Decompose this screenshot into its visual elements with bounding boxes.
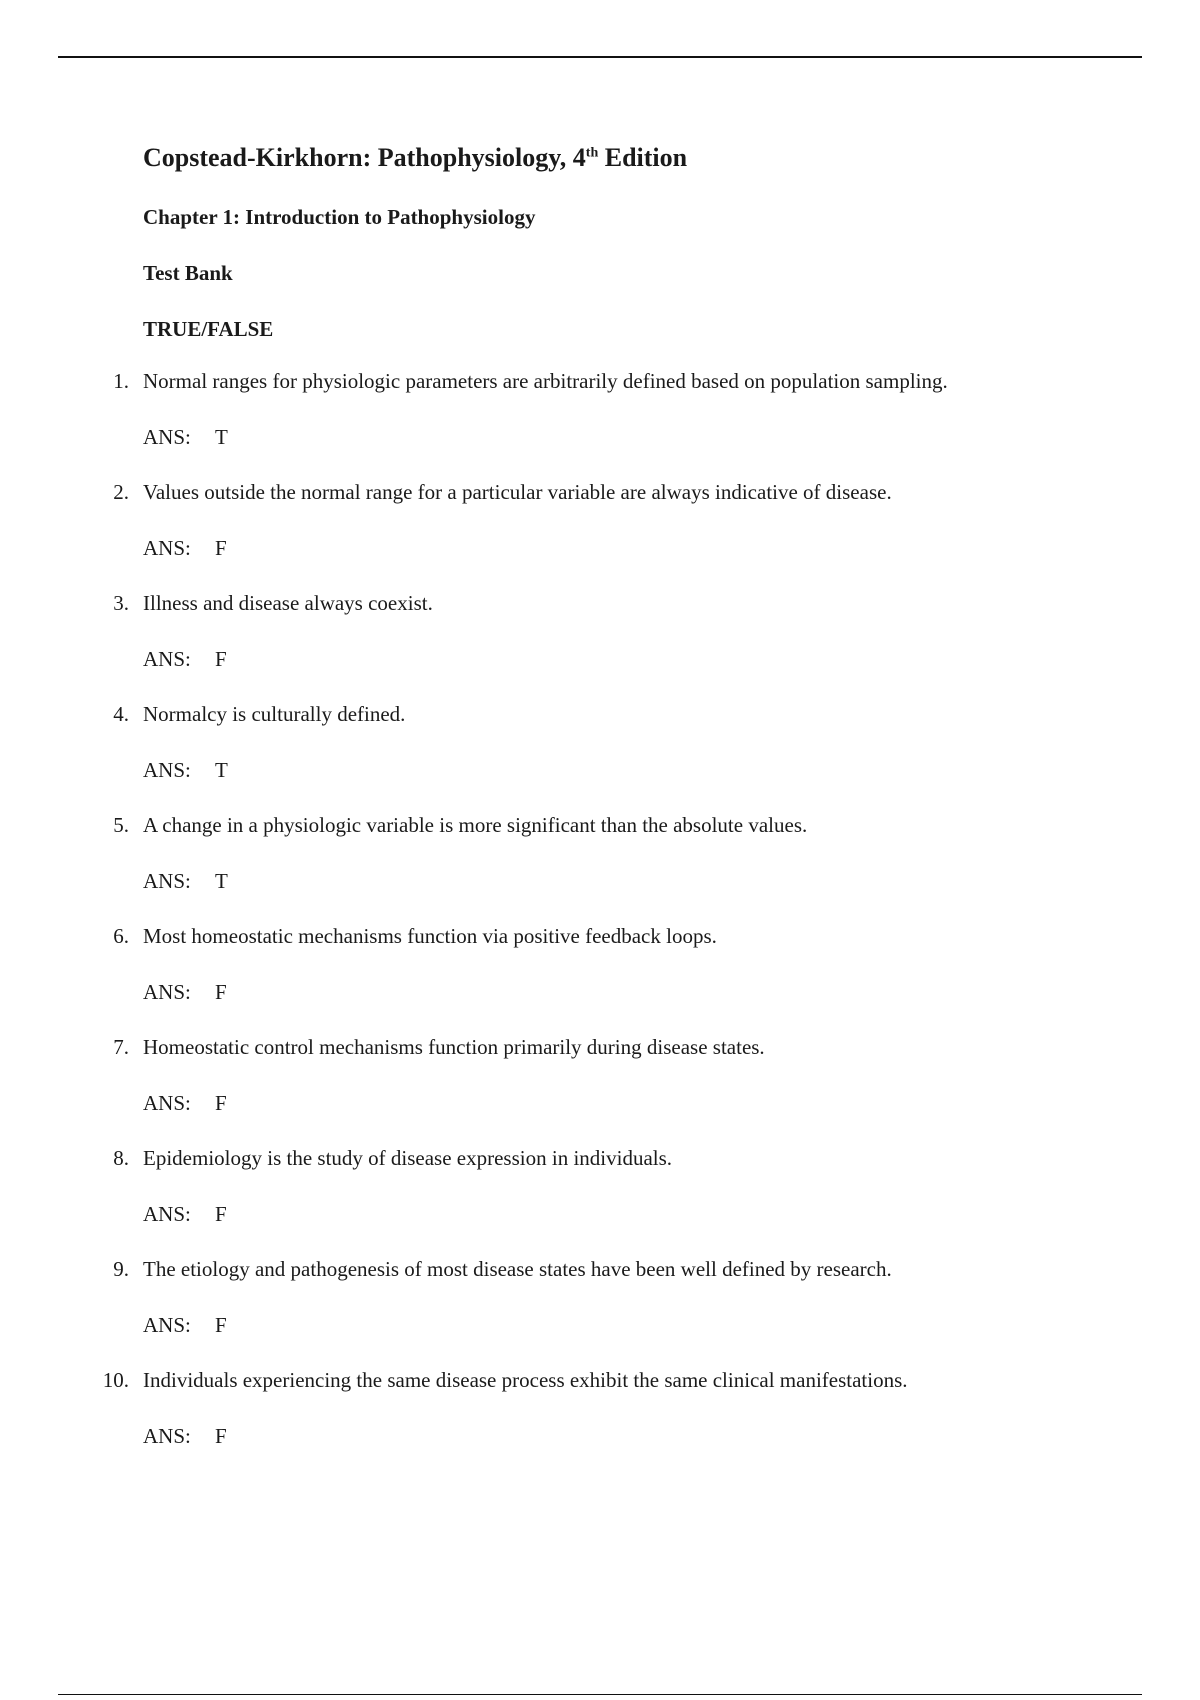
question-text: A change in a physiologic variable is more significant than the absolute values. [143,813,808,837]
answer-label: ANS: [143,1424,191,1448]
question-text: The etiology and pathogenesis of most disease states have been well defined by research. [143,1257,892,1281]
answer-line [143,1421,227,1451]
answer-label: ANS: [143,647,191,671]
question-item [0,1032,1200,1143]
answer-value: F [215,536,227,560]
answer-line [143,866,228,896]
question-text: Individuals experiencing the same disease process exhibit the same clinical manifestations. [143,1368,908,1392]
question-text: Normal ranges for physiologic parameters are arbitrarily defined based on population sampling. [143,369,948,393]
question-number: 5. [113,813,129,837]
question-item [0,588,1200,699]
question-text: Values outside the normal range for a particular variable are always indicative of disease. [143,480,892,504]
question-text: Homeostatic control mechanisms function primarily during disease states. [143,1035,765,1059]
answer-label: ANS: [143,1091,191,1115]
bottom-rule [58,1694,1142,1695]
question-item [0,1254,1200,1365]
question-number: 1. [113,369,129,393]
question-item [0,1143,1200,1254]
chapter-heading: Chapter 1: Introduction to Pathophysiology [143,205,536,229]
question-item [0,1365,1200,1476]
test-bank-heading: Test Bank [143,261,233,285]
answer-label: ANS: [143,536,191,560]
question-item [0,699,1200,810]
answer-label: ANS: [143,758,191,782]
answer-value: F [215,1313,227,1337]
answer-value: T [215,425,228,449]
answer-label: ANS: [143,1313,191,1337]
answer-value: T [215,869,228,893]
question-item [0,921,1200,1032]
answer-value: F [215,1424,227,1448]
question-number: 9. [113,1257,129,1281]
question-number: 3. [113,591,129,615]
answer-value: F [215,980,227,1004]
question-text: Normalcy is culturally defined. [143,702,406,726]
question-text: Epidemiology is the study of disease expression in individuals. [143,1146,673,1170]
answer-line [143,977,227,1007]
section-heading: TRUE/FALSE [143,317,274,341]
question-item [0,366,1200,477]
document-header [143,138,687,178]
answer-line [143,422,228,452]
book-title [143,138,687,178]
question-list [0,366,1200,1476]
question-item [0,477,1200,588]
top-rule [58,56,1142,58]
question-number: 8. [113,1146,129,1170]
answer-label: ANS: [143,980,191,1004]
book-title-superscript: th [585,145,599,161]
question-text: Most homeostatic mechanisms function via positive feedback loops. [143,924,717,948]
answer-label: ANS: [143,425,191,449]
answer-value: F [215,647,227,671]
answer-value: T [215,758,228,782]
answer-line [143,1199,227,1229]
answer-line [143,533,227,563]
question-number: 6. [113,924,129,948]
question-number: 7. [113,1035,129,1059]
answer-line [143,644,227,674]
question-number: 2. [113,480,129,504]
answer-line [143,1310,227,1340]
question-number: 4. [113,702,129,726]
question-number: 10. [102,1368,129,1392]
question-text: Illness and disease always coexist. [143,591,433,615]
question-item [0,810,1200,921]
book-title-edition: Edition [598,143,688,172]
answer-line [143,1088,227,1118]
answer-line [143,755,228,785]
answer-value: F [215,1091,227,1115]
answer-label: ANS: [143,869,191,893]
answer-label: ANS: [143,1202,191,1226]
book-title-main: Copstead-Kirkhorn: Pathophysiology, 4 [143,143,586,172]
answer-value: F [215,1202,227,1226]
